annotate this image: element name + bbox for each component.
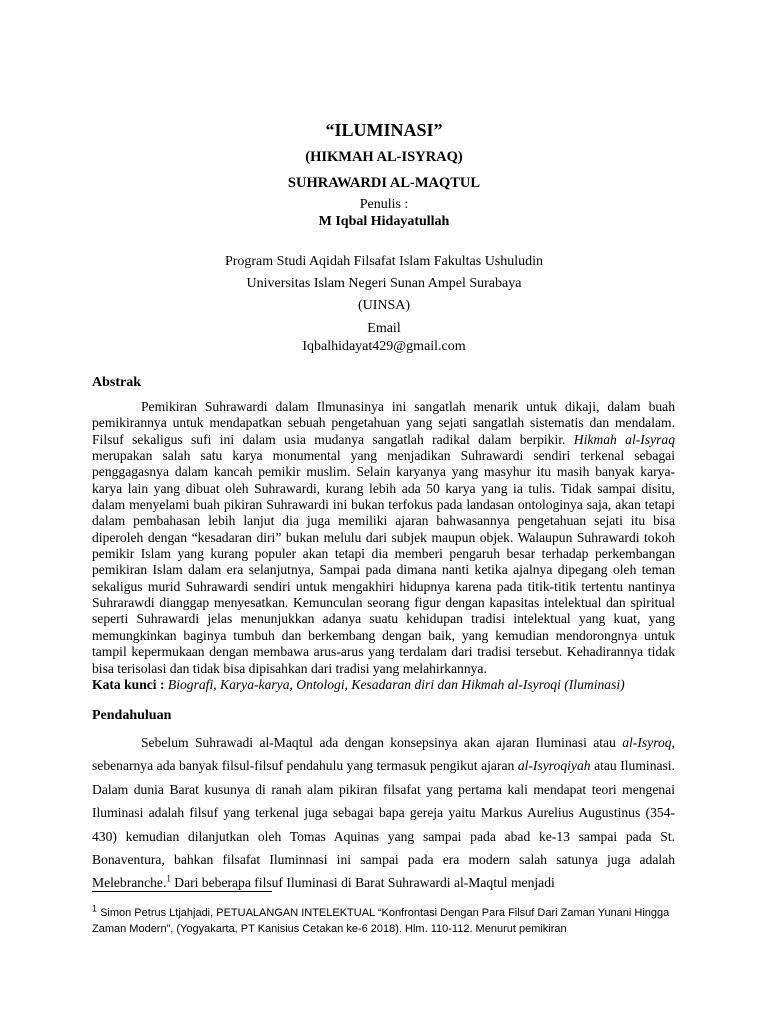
footnote-text: Simon Petrus Ltjahjadi, PETUALANGAN INTELEKTUAL “Konfrontasi Dengan Para Filsuf Dari Zaman Yunani Hingga Zaman Modern”, (Yogyakarta, PT Kanisius Cetakan ke-6 2018). Hlm. 110-112. Menurut pemikiran <box>92 907 670 935</box>
footnote-number: 1 <box>92 903 98 914</box>
footnote <box>92 903 677 937</box>
keywords <box>92 677 625 693</box>
keywords-label: Kata kunci : <box>92 677 165 692</box>
affiliation-program: Program Studi Aqidah Filsafat Islam Fakultas Ushuludin <box>224 254 544 269</box>
intro-heading: Pendahuluan <box>92 708 172 723</box>
keywords-list: Biografi, Karya-karya, Ontologi, Kesadaran diri dan Hikmah al-Isyroqi (Iluminasi) <box>164 677 625 692</box>
intro-term-1: al-Isyroq <box>622 735 672 750</box>
abstract-heading: Abstrak <box>92 375 142 390</box>
intro-text-1: Sebelum Suhrawadi al-Maqtul ada dengan konsepsinya akan ajaran Iluminasi atau <box>141 735 623 750</box>
intro-body <box>92 731 675 895</box>
abstract-body <box>92 399 675 677</box>
intro-text-2: , sebenarnya ada banyak filsul-filsuf pendahulu yang termasuk pengikut ajaran <box>92 735 675 774</box>
email-address: Iqbalhidayat429@gmail.com <box>302 339 466 354</box>
abstract-term: Hikmah al-Isyraq <box>573 431 675 447</box>
abstract-text-2: merupakan salah satu karya monumental yang menjadikan Suhrawardi sendiri terkenal sebagai penggagasnya dalam kancah pemikir muslim. Selain karyanya yang masyhur itu masih banyak karya-karya lain yang dibuat oleh Suhrawardi, kurang lebih ada 50 karya yang ia tulis. Tidak sampai disitu, dalam menyelami buah pikiran Suhrawardi ini bukan terfokus pada landasan ontologinya saja, akan tetapi dalam pembahasan lebih lanjut dia juga memiliki ajaran bahwasannya pengetahuan sejati itu bisa diperoleh dengan “kesadaran diri” bukan melulu dari subjek maupun objek. Walaupun Suhrawardi tokoh pemikir Islam yang kurang populer akan tetapi dia memberi pengaruh besar terhadap perkembangan pemikiran Islam dalam era selanjutnya, Sampai pada dimana nanti ketika ajalnya dipegang oleh teman sekaligus murid Suhrawardi sendiri untuk mengakhiri hidupnya karena pada titik-titik tertentu nantinya Suhrarawdi dianggap menyesatkan. Kemunculan seorang figur dengan kapasitas intelektual dan spiritual seperti Suhrawardi jelas menunjukkan adanya suatu kehidupan tradisi intelektual yang kuat, yang memungkinkan baginya tumbuh dan berkembang dengan baik, yang kemudian mendorongnya untuk tampil kepermukaan dengan membawa arus-arus yang terdalam dari tradisi tersebut. Kehadirannya tidak bisa terisolasi dan tidak bisa dipisahkan dari tradisi yang melahirkannya. <box>92 448 675 676</box>
author-name: M Iqbal Hidayatullah <box>318 214 450 229</box>
affiliation-university: Universitas Islam Negeri Sunan Ampel Surabaya <box>246 276 522 291</box>
footnote-rule <box>92 891 272 892</box>
affiliation-abbrev: (UINSA) <box>357 298 411 313</box>
footnote-ref[interactable]: 1 <box>166 873 171 884</box>
paper-subject: SUHRAWARDI AL-MAQTUL <box>287 175 481 191</box>
author-label: Penulis : <box>359 197 409 212</box>
paper-title: “ILUMINASI” <box>325 120 443 140</box>
paper-subtitle: (HIKMAH AL-ISYRAQ) <box>305 149 463 165</box>
abstract-text-1: Pemikiran Suhrawardi dalam Ilmunasinya ini sangatlah menarik untuk dikaji, dalam buah pemikirannya untuk mendapatkan sebuah pengetahuan yang sejati sangatlah sistematis dan mendalam. Filsuf sekaligus sufi ini dalam usia mudanya sangatlah radikal dalam berpikir. <box>92 399 675 447</box>
intro-text-4: Dari beberapa filsuf Iluminasi di Barat Suhrawardi al-Maqtul menjadi <box>170 875 555 891</box>
intro-text-3: atau Iluminasi. Dalam dunia Barat kusunya di ranah alam pikiran filsafat yang pertama kali mendapat teori mengenai Iluminasi adalah filsuf yang terkenal juga sebagai bapa gereja yaitu Markus Aurelius Augustinus (354-430) kemudian dilanjutkan oleh Tomas Aquinas yang sampai pada abad ke-13 sampai pada St. Bonaventura, bahkan filsafat Iluminnasi ini sampai pada era modern salah satunya juga adalah Melebranche. <box>92 758 675 891</box>
intro-term-2: al-Isyroqiyah <box>517 758 591 774</box>
email-label: Email <box>367 321 401 336</box>
